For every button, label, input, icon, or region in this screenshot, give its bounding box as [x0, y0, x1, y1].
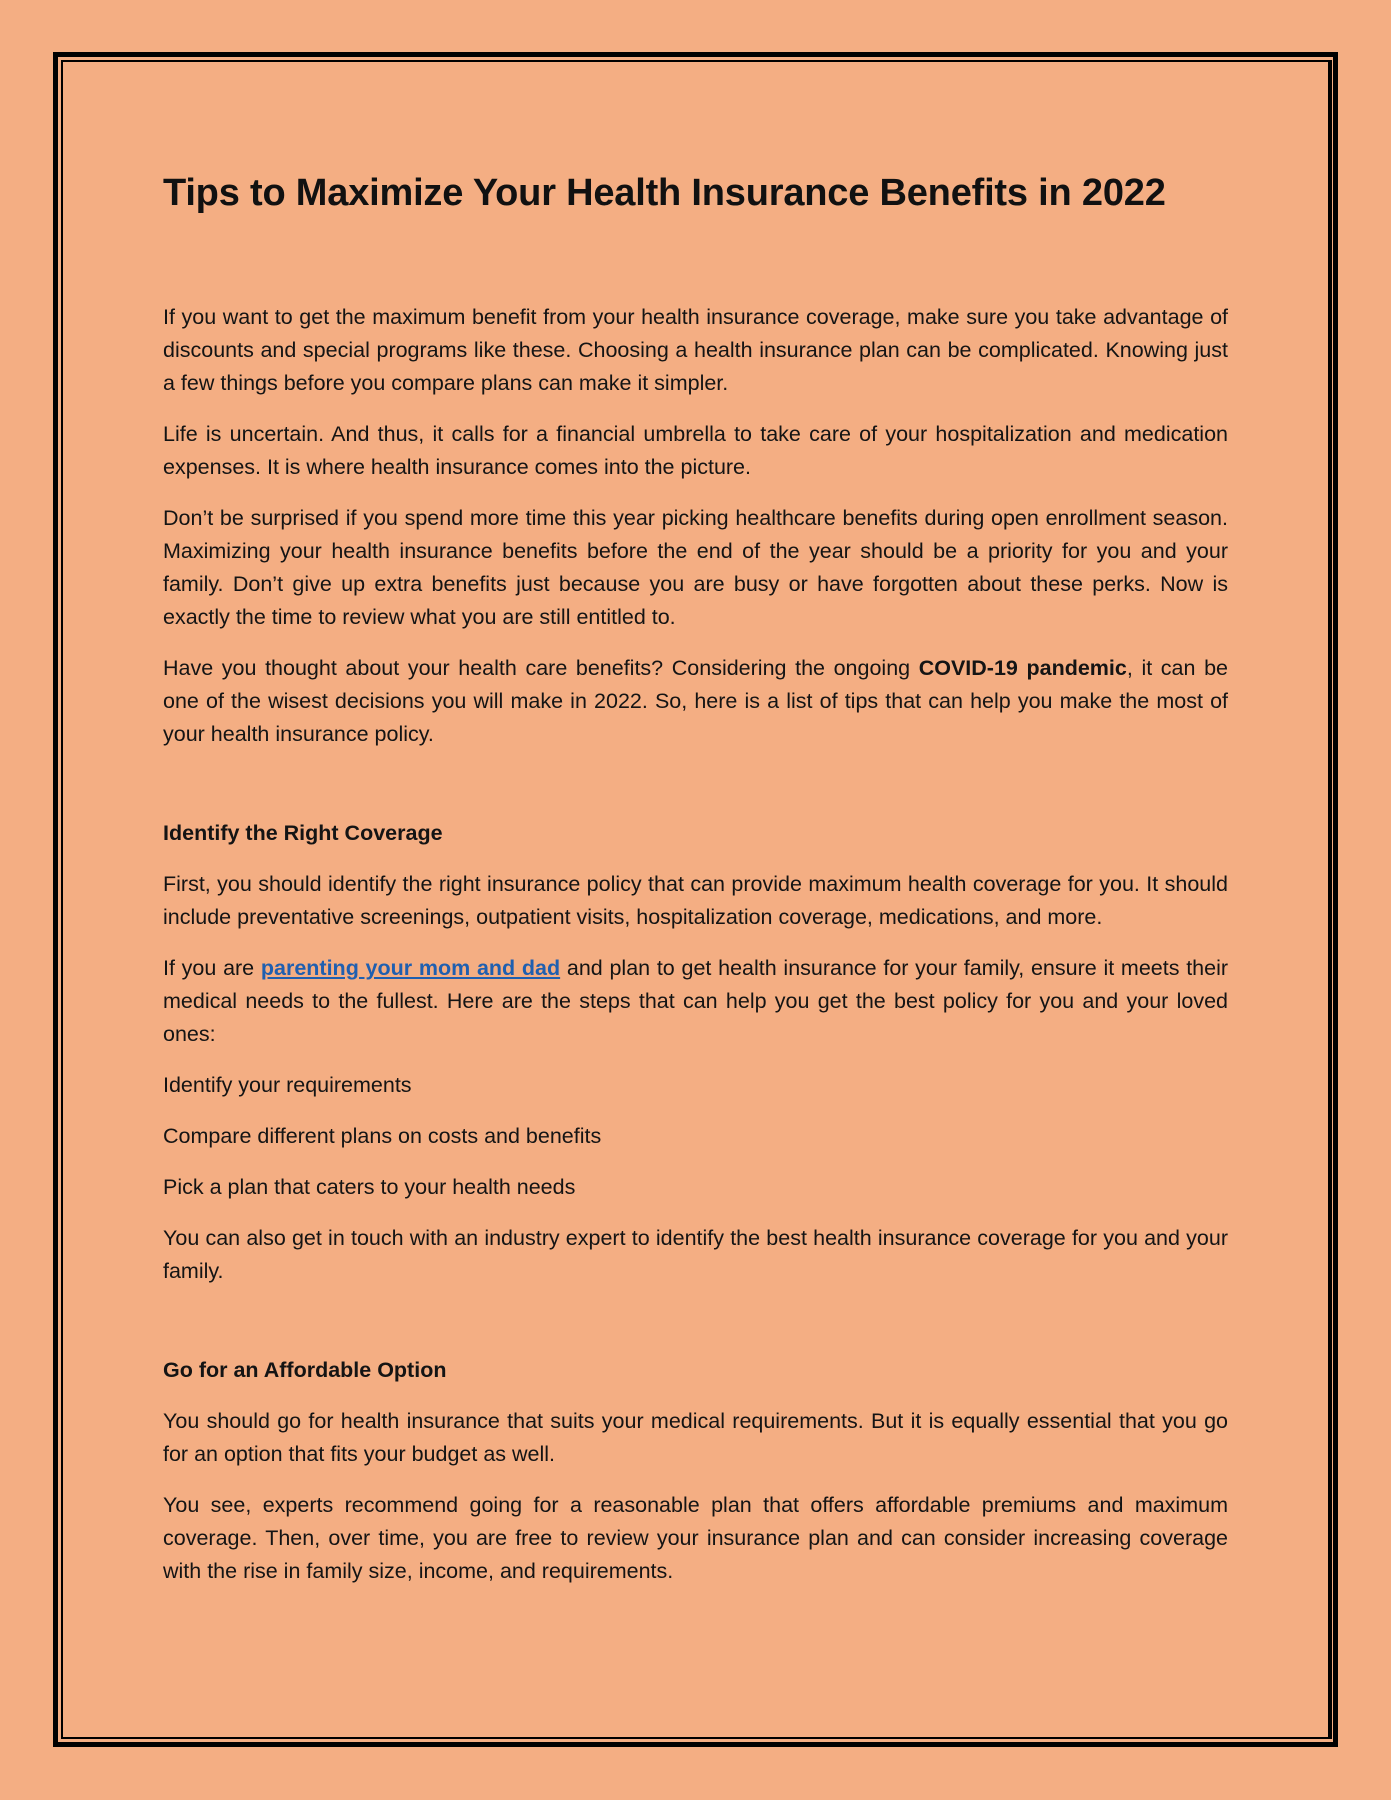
section1-paragraph-3: You can also get in touch with an industry expert to identify the best health insurance coverage for you and your family.	[163, 1226, 1228, 1283]
section1-paragraph-1: First, you should identify the right insurance policy that can provide maximum health coverage for you. It should include preventative screenings, outpatient visits, hospitalization coverage, medications, and more.	[163, 872, 1228, 929]
intro-paragraph-4-text-before: Have you thought about your health care benefits? Considering the ongoing	[163, 656, 919, 680]
section2-paragraph-1: You should go for health insurance that suits your medical requirements. But it is equally essential that you go for an option that fits your budget as well.	[163, 1409, 1228, 1466]
intro-paragraph-4	[163, 652, 1228, 751]
step-item: Pick a plan that caters to your health needs	[163, 1175, 576, 1199]
covid-highlight: COVID-19 pandemic	[918, 656, 1127, 680]
intro-paragraph-3: Don’t be surprised if you spend more time this year picking healthcare benefits during open enrollment season. Maximizing your health insurance benefits before the end of the year should be a priority for you and your family. Don’t give up extra benefits just because you are busy or have forgotten about these perks. Now is exactly the time to review what you are still entitled to.	[163, 506, 1228, 629]
section1-paragraph-2-text-after: and plan to get health insurance for your family, ensure it meets their medical needs to the fullest. Here are the steps that can help you get the best policy for you and your loved ones:	[163, 956, 1229, 1046]
section-heading-right-coverage: Identify the Right Coverage	[163, 821, 443, 845]
page-border-right-rule	[1329, 60, 1332, 1739]
intro-paragraph-1: If you want to get the maximum benefit from your health insurance coverage, make sure you take advantage of discounts and special programs like these. Choosing a health insurance plan can be complicated. Knowing just a few things before you compare plans can make it simpler.	[163, 305, 1228, 395]
section1-paragraph-2	[163, 952, 1228, 1051]
section-heading-affordable-option: Go for an Affordable Option	[163, 1358, 447, 1382]
section1-paragraph-2-text-before: If you are	[163, 956, 261, 980]
parenting-link[interactable]: parenting your mom and dad	[260, 956, 561, 980]
page-title: Tips to Maximize Your Health Insurance Benefits in 2022	[163, 172, 1166, 214]
document-body	[163, 160, 1228, 1606]
step-item: Compare different plans on costs and benefits	[163, 1124, 602, 1148]
section2-paragraph-2: You see, experts recommend going for a reasonable plan that offers affordable premiums and maximum coverage. Then, over time, you are free to review your insurance plan and can consider increasing coverage with the rise in family size, income, and requirements.	[163, 1493, 1228, 1583]
intro-paragraph-4-text-after: , it can be one of the wisest decisions you will make in 2022. So, here is a list of tips that can help you make the most of your health insurance policy.	[163, 656, 1228, 746]
intro-paragraph-2: Life is uncertain. And thus, it calls for a financial umbrella to take care of your hospitalization and medication expenses. It is where health insurance comes into the picture.	[163, 422, 1228, 479]
step-item: Identify your requirements	[163, 1073, 412, 1097]
